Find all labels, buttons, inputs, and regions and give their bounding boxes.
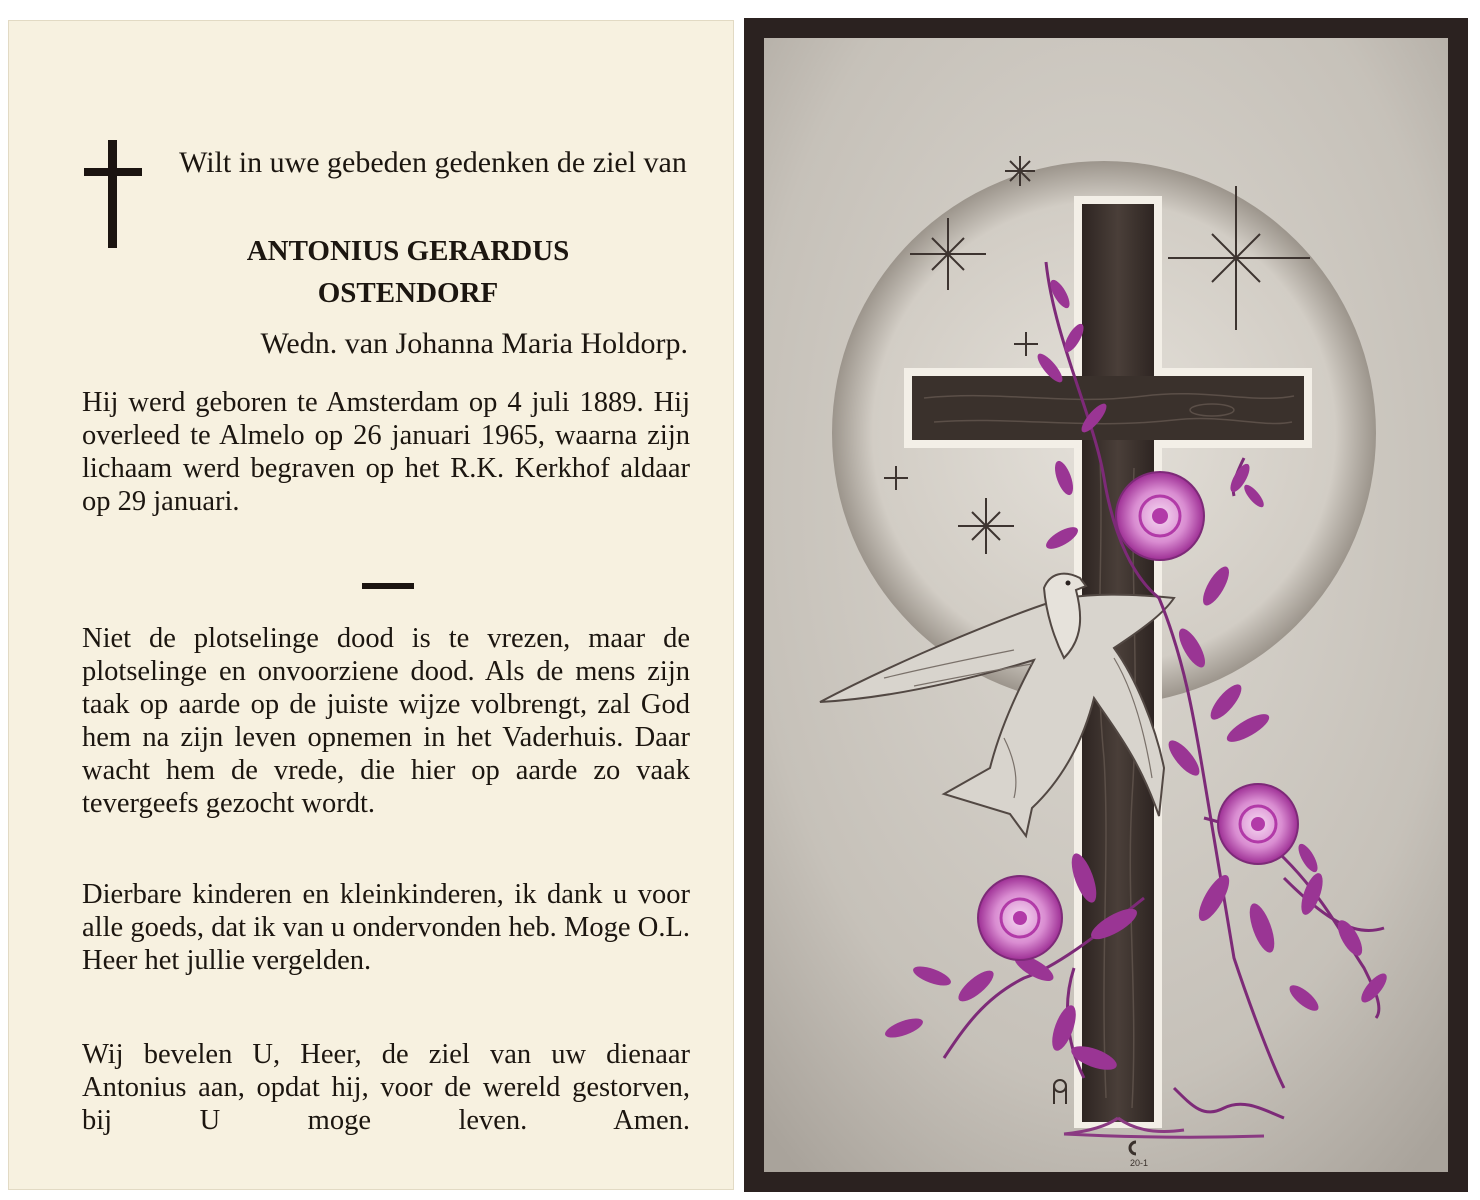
cross-icon — [84, 140, 142, 248]
text-card — [8, 20, 734, 1190]
deceased-name — [158, 230, 658, 314]
name-line-2: OSTENDORF — [317, 277, 499, 309]
prayer-paragraph: Wij bevelen U, Heer, de ziel van uw dienaar Antonius aan, opdat hij, voor de wereld gestorven, bij U moge leven. Amen. — [82, 1039, 690, 1136]
print-code: 20-1 — [1130, 1158, 1149, 1168]
name-line-1: ANTONIUS GERARDUS — [246, 235, 570, 267]
life-paragraph: Hij werd geboren te Amsterdam op 4 juli 1889. Hij overleed te Almelo op 26 januari 1965, waarna zijn lichaam werd begraven op het R.K. Kerkhof aldaar op 29 januari. — [82, 387, 690, 517]
divider — [362, 583, 414, 589]
intro-text: Wilt in uwe gebeden gedenken de ziel van — [179, 146, 687, 179]
quote-paragraph: Niet de plotselinge dood is te vrezen, maar de plotselinge en onvoorziene dood. Als de mens zijn taak op aarde op de juiste wijze volbrengt, zal God hem na zijn leven opnemen in het Vaderhuis. Daar wacht hem de vrede, die hier op aarde zo vaak tevergeefs gezocht wordt. — [82, 623, 690, 819]
family-paragraph: Dierbare kinderen en kleinkinderen, ik dank u voor alle goeds, dat ik van u ondervonden heb. Moge O.L. Heer het jullie vergelden. — [82, 879, 690, 976]
spouse-line: Wedn. van Johanna Maria Holdorp. — [260, 327, 688, 360]
devotional-illustration — [764, 38, 1448, 1172]
image-card — [744, 18, 1468, 1192]
